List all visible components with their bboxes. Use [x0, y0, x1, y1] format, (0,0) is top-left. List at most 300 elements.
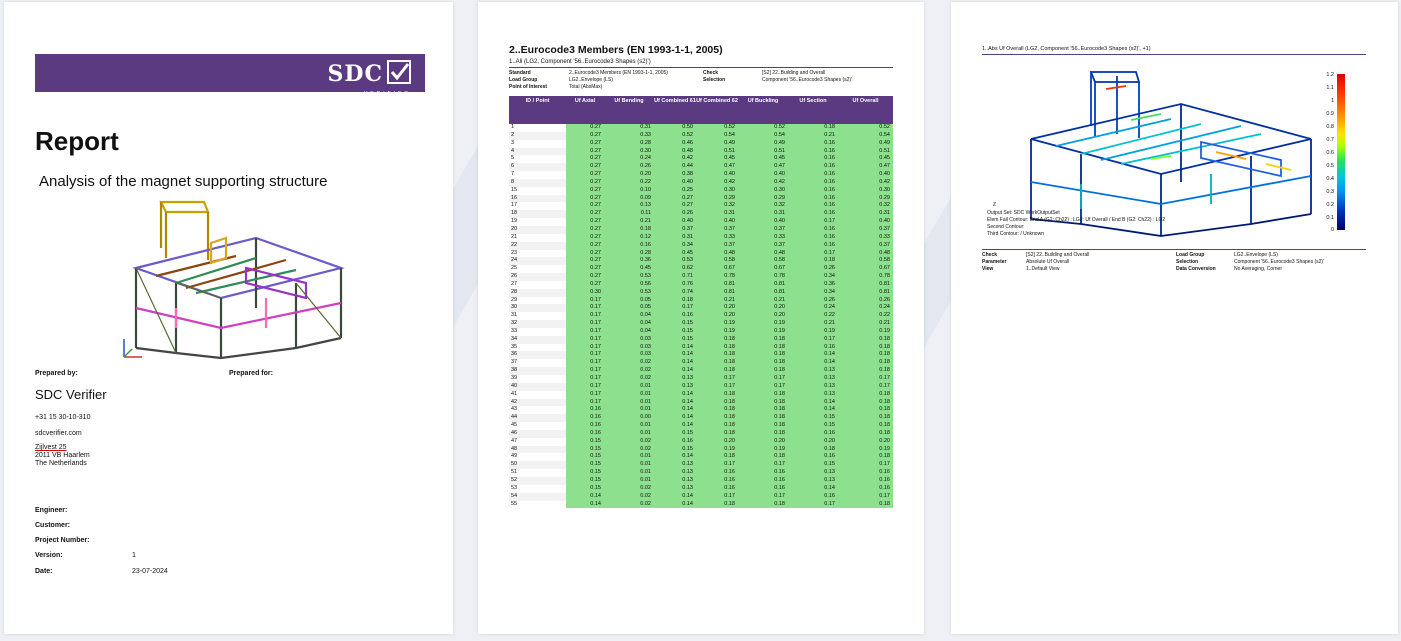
- table-cell: 0.17: [566, 367, 604, 375]
- table-row: [509, 501, 893, 509]
- table-row: [509, 383, 893, 391]
- row-id: 8: [509, 179, 566, 187]
- table-cell: 0.81: [696, 281, 738, 289]
- table-cell: 0.13: [788, 477, 838, 485]
- contour-plot-page: [951, 2, 1398, 634]
- table-cell: 0.58: [838, 257, 893, 265]
- table-cell: 0.18: [696, 430, 738, 438]
- table-row: [509, 187, 893, 195]
- table-cell: 0.18: [738, 367, 788, 375]
- table-row: [509, 367, 893, 375]
- table-cell: 0.17: [838, 493, 893, 501]
- selection-value: Component '56..Eurocode3 Shapes (s2)': [762, 77, 853, 83]
- results-table-body: [509, 124, 893, 508]
- col-id: ID / Point: [525, 98, 550, 104]
- table-cell: 0.34: [788, 289, 838, 297]
- table-cell: 0.18: [654, 297, 696, 305]
- table-cell: 0.15: [566, 477, 604, 485]
- table-cell: 0.13: [654, 469, 696, 477]
- table-cell: 0.27: [566, 187, 604, 195]
- table-cell: 0.51: [838, 148, 893, 156]
- table-cell: 0.27: [566, 218, 604, 226]
- table-cell: 0.20: [838, 438, 893, 446]
- table-cell: 0.15: [654, 328, 696, 336]
- table-cell: 0.13: [788, 367, 838, 375]
- row-id: 35: [511, 343, 518, 350]
- table-cell: 0.54: [738, 132, 788, 140]
- table-cell: 0.09: [604, 195, 654, 203]
- table-cell: 0.29: [738, 195, 788, 203]
- table-cell: 0.37: [738, 242, 788, 250]
- table-cell: 0.53: [654, 257, 696, 265]
- row-id: 24: [509, 257, 566, 265]
- table-cell: 0.76: [654, 281, 696, 289]
- table-cell: 0.19: [696, 446, 738, 454]
- table-cell: 0.27: [566, 265, 604, 273]
- scale-label: 1: [1330, 98, 1334, 104]
- table-cell: 0.42: [696, 179, 738, 187]
- table-cell: 0.30: [738, 187, 788, 195]
- table-cell: 0.01: [604, 399, 654, 407]
- row-id: 26: [509, 273, 566, 281]
- table-cell: 0.40: [654, 218, 696, 226]
- table-cell: 0.02: [604, 446, 654, 454]
- table-cell: 0.78: [696, 273, 738, 281]
- table-cell: 0.10: [604, 187, 654, 195]
- table-cell: 0.16: [788, 140, 838, 148]
- table-cell: 0.18: [838, 351, 893, 359]
- table-cell: 0.16: [838, 477, 893, 485]
- table-cell: 0.53: [604, 289, 654, 297]
- poi-label: Point of Interest: [509, 84, 548, 90]
- table-cell: 0.01: [604, 477, 654, 485]
- table-cell: 0.16: [788, 179, 838, 187]
- table-cell: 0.36: [604, 257, 654, 265]
- table-cell: 0.16: [788, 148, 838, 156]
- table-cell: 0.15: [566, 485, 604, 493]
- table-cell: 0.04: [604, 328, 654, 336]
- table-cell: 0.14: [654, 422, 696, 430]
- table-cell: 0.14: [654, 501, 696, 509]
- table-cell: 0.37: [696, 242, 738, 250]
- table-cell: 0.44: [654, 163, 696, 171]
- table-cell: 0.40: [838, 171, 893, 179]
- table-cell: 0.15: [654, 430, 696, 438]
- table-cell: 0.18: [738, 351, 788, 359]
- check-label: Check: [982, 252, 998, 258]
- table-cell: 0.47: [838, 163, 893, 171]
- table-cell: 0.20: [738, 312, 788, 320]
- table-cell: 0.04: [604, 320, 654, 328]
- table-cell: 0.16: [788, 430, 838, 438]
- table-cell: 0.16: [654, 438, 696, 446]
- table-cell: 0.04: [604, 312, 654, 320]
- table-cell: 0.27: [566, 179, 604, 187]
- table-row: [509, 250, 893, 258]
- table-cell: 0.17: [566, 375, 604, 383]
- table-cell: 0.18: [696, 391, 738, 399]
- report-title: Report: [35, 126, 119, 156]
- table-cell: 0.19: [788, 328, 838, 336]
- project-number-label: Project Number:: [35, 537, 90, 544]
- table-cell: 0.18: [604, 226, 654, 234]
- table-cell: 0.18: [738, 414, 788, 422]
- row-id: 52: [509, 477, 566, 485]
- table-cell: 0.20: [738, 304, 788, 312]
- address-line-1: Zijlvest 25: [35, 444, 67, 451]
- table-cell: 0.02: [604, 438, 654, 446]
- table-cell: 0.30: [838, 187, 893, 195]
- table-cell: 0.32: [696, 202, 738, 210]
- scale-label: 0.8: [1326, 124, 1334, 130]
- table-row: [509, 242, 893, 250]
- table-cell: 0.19: [738, 328, 788, 336]
- table-cell: 0.22: [604, 179, 654, 187]
- table-cell: 0.19: [838, 446, 893, 454]
- table-cell: 0.16: [788, 187, 838, 195]
- table-cell: 0.17: [566, 304, 604, 312]
- date-label: Date:: [35, 568, 53, 575]
- table-cell: 0.14: [654, 493, 696, 501]
- table-cell: 0.17: [696, 375, 738, 383]
- third-contour-text: Third Contour: / Unknown: [987, 231, 1044, 237]
- table-cell: 0.81: [738, 289, 788, 297]
- table-cell: 0.27: [566, 132, 604, 140]
- table-cell: 0.48: [838, 250, 893, 258]
- table-cell: 0.34: [788, 273, 838, 281]
- row-id: 31: [511, 312, 518, 319]
- table-cell: 0.37: [654, 226, 696, 234]
- table-cell: 0.33: [604, 132, 654, 140]
- table-cell: 0.18: [696, 344, 738, 352]
- table-cell: 0.14: [788, 485, 838, 493]
- table-cell: 0.45: [838, 155, 893, 163]
- table-cell: 0.16: [566, 406, 604, 414]
- col-uf-axial: Uf Axial: [574, 98, 596, 104]
- row-id: 44: [509, 414, 566, 422]
- table-cell: 0.14: [654, 344, 696, 352]
- table-row: [509, 265, 893, 273]
- table-cell: 0.24: [604, 155, 654, 163]
- row-id: 48: [509, 446, 566, 454]
- table-cell: 0.17: [566, 297, 604, 305]
- table-cell: 0.18: [696, 336, 738, 344]
- table-cell: 0.17: [738, 493, 788, 501]
- table-cell: 0.27: [566, 242, 604, 250]
- table-cell: 0.15: [654, 446, 696, 454]
- customer-label: Customer:: [35, 522, 71, 529]
- table-row: [509, 202, 893, 210]
- table-row: [509, 344, 893, 352]
- table-row: [509, 461, 893, 469]
- table-cell: 0.71: [654, 273, 696, 281]
- table-cell: 0.18: [696, 414, 738, 422]
- table-cell: 0.27: [566, 124, 604, 132]
- table-cell: 0.18: [738, 501, 788, 509]
- row-id: 29: [511, 296, 518, 303]
- table-cell: 0.81: [696, 289, 738, 297]
- scale-label: 0.5: [1326, 163, 1334, 169]
- table-header: [509, 96, 893, 124]
- table-cell: 0.52: [696, 124, 738, 132]
- table-cell: 0.26: [788, 265, 838, 273]
- table-cell: 0.33: [738, 234, 788, 242]
- table-cell: 0.52: [654, 132, 696, 140]
- row-id: 21: [511, 233, 518, 240]
- table-cell: 0.15: [788, 461, 838, 469]
- table-cell: 0.02: [604, 359, 654, 367]
- table-cell: 0.02: [604, 367, 654, 375]
- table-cell: 0.01: [604, 469, 654, 477]
- table-cell: 0.17: [566, 391, 604, 399]
- table-row: [509, 148, 893, 156]
- report-subtitle: Analysis of the magnet supporting structure: [39, 173, 328, 190]
- header-banner: [35, 54, 425, 97]
- table-cell: 0.20: [738, 438, 788, 446]
- table-cell: 0.45: [738, 155, 788, 163]
- table-cell: 0.45: [696, 155, 738, 163]
- table-cell: 0.14: [654, 367, 696, 375]
- table-cell: 0.18: [838, 414, 893, 422]
- table-row: [509, 289, 893, 297]
- table-cell: 0.53: [604, 273, 654, 281]
- table-cell: 0.21: [738, 297, 788, 305]
- version-value: 1: [132, 552, 136, 559]
- table-cell: 0.19: [738, 320, 788, 328]
- table-cell: 0.14: [788, 359, 838, 367]
- selection-value: Component '56..Eurocode3 Shapes (s2)': [1234, 259, 1325, 265]
- table-cell: 0.17: [566, 351, 604, 359]
- table-cell: 0.01: [604, 422, 654, 430]
- row-id: 49: [511, 453, 518, 460]
- selection-label: Selection: [703, 77, 726, 83]
- table-cell: 0.01: [604, 391, 654, 399]
- table-cell: 0.18: [738, 336, 788, 344]
- table-cell: 0.03: [604, 344, 654, 352]
- table-cell: 0.14: [788, 399, 838, 407]
- row-id: 33: [511, 327, 518, 334]
- table-cell: 0.31: [604, 124, 654, 132]
- table-cell: 0.27: [566, 210, 604, 218]
- table-row: [509, 132, 893, 140]
- table-cell: 0.17: [696, 461, 738, 469]
- table-cell: 0.21: [696, 297, 738, 305]
- table-cell: 0.33: [838, 234, 893, 242]
- data-conversion-value: No Averaging, Corner: [1234, 266, 1282, 272]
- table-row: [509, 195, 893, 203]
- table-cell: 0.19: [696, 320, 738, 328]
- table-cell: 0.30: [696, 187, 738, 195]
- table-cell: 0.17: [738, 375, 788, 383]
- table-cell: 0.18: [738, 406, 788, 414]
- table-cell: 0.22: [788, 312, 838, 320]
- row-id: 16: [509, 195, 566, 203]
- second-contour-text: Second Contour:: [987, 224, 1025, 230]
- table-cell: 0.11: [604, 210, 654, 218]
- table-row: [509, 430, 893, 438]
- row-id: 15: [511, 186, 518, 193]
- table-cell: 0.14: [788, 406, 838, 414]
- table-row: [509, 163, 893, 171]
- col-uf-bending: Uf Bending: [614, 98, 644, 104]
- table-cell: 0.15: [566, 446, 604, 454]
- table-row: [509, 218, 893, 226]
- table-cell: 0.17: [788, 250, 838, 258]
- table-cell: 0.01: [604, 453, 654, 461]
- table-cell: 0.37: [738, 226, 788, 234]
- table-cell: 0.02: [604, 501, 654, 509]
- table-cell: 0.18: [838, 367, 893, 375]
- address-line-2: 2011 VB Haarlem: [35, 452, 90, 459]
- table-cell: 0.17: [838, 383, 893, 391]
- table-cell: 0.16: [788, 202, 838, 210]
- table-cell: 0.17: [738, 461, 788, 469]
- table-cell: 0.18: [788, 446, 838, 454]
- table-row: [509, 226, 893, 234]
- row-id: 3: [511, 139, 515, 146]
- table-cell: 0.18: [738, 453, 788, 461]
- row-id: 7: [511, 171, 515, 178]
- table-cell: 0.16: [654, 312, 696, 320]
- table-cell: 0.17: [566, 336, 604, 344]
- table-cell: 0.18: [696, 422, 738, 430]
- axis-triad-icon: [118, 335, 148, 361]
- table-row: [509, 171, 893, 179]
- table-cell: 0.21: [788, 132, 838, 140]
- divider: [509, 67, 893, 68]
- parameter-label: Parameter: [982, 259, 1007, 265]
- selection-label: Selection: [1176, 259, 1199, 265]
- table-cell: 0.18: [738, 430, 788, 438]
- table-cell: 0.16: [566, 422, 604, 430]
- table-cell: 0.15: [788, 422, 838, 430]
- table-cell: 0.27: [654, 195, 696, 203]
- table-cell: 0.05: [604, 297, 654, 305]
- table-cell: 0.31: [838, 210, 893, 218]
- table-cell: 0.67: [738, 265, 788, 273]
- table-cell: 0.15: [566, 438, 604, 446]
- table-cell: 0.14: [654, 391, 696, 399]
- table-cell: 0.74: [654, 289, 696, 297]
- table-cell: 0.27: [566, 234, 604, 242]
- table-cell: 0.18: [838, 359, 893, 367]
- table-cell: 0.18: [696, 367, 738, 375]
- table-row: [509, 351, 893, 359]
- table-cell: 0.15: [654, 320, 696, 328]
- table-row: [509, 438, 893, 446]
- axis-label: Z: [993, 202, 997, 208]
- table-cell: 0.15: [788, 414, 838, 422]
- table-cell: 0.13: [654, 477, 696, 485]
- table-cell: 0.27: [566, 202, 604, 210]
- table-row: [509, 210, 893, 218]
- table-cell: 0.21: [604, 218, 654, 226]
- table-cell: 0.18: [838, 399, 893, 407]
- output-set-text: Output Set: SDC WorkOutputSet: [987, 210, 1060, 216]
- table-cell: 0.02: [604, 485, 654, 493]
- table-cell: 0.18: [696, 501, 738, 509]
- table-cell: 0.27: [566, 163, 604, 171]
- table-cell: 0.13: [654, 383, 696, 391]
- table-cell: 0.16: [788, 171, 838, 179]
- table-row: [509, 281, 893, 289]
- table-cell: 0.58: [738, 257, 788, 265]
- table-cell: 0.13: [604, 202, 654, 210]
- table-cell: 0.17: [654, 304, 696, 312]
- scale-label: 0.1: [1326, 215, 1334, 221]
- table-cell: 0.16: [788, 242, 838, 250]
- row-id: 28: [509, 289, 566, 297]
- table-cell: 0.00: [604, 414, 654, 422]
- table-cell: 0.42: [738, 179, 788, 187]
- table-cell: 0.32: [738, 202, 788, 210]
- table-cell: 0.47: [696, 163, 738, 171]
- row-id: 51: [511, 469, 518, 476]
- sdc-logo: SDC VERIFIER: [328, 60, 411, 85]
- table-cell: 0.26: [604, 163, 654, 171]
- table-cell: 0.40: [738, 218, 788, 226]
- check-value: [S2] 22..Building and Overall: [762, 70, 826, 76]
- report-cover-page: [4, 2, 453, 634]
- table-cell: 0.19: [838, 328, 893, 336]
- table-cell: 0.49: [738, 140, 788, 148]
- poi-value: Total (AbsMax): [569, 84, 603, 90]
- table-cell: 0.27: [654, 202, 696, 210]
- table-cell: 0.14: [566, 501, 604, 509]
- table-cell: 0.46: [654, 140, 696, 148]
- table-row: [509, 477, 893, 485]
- table-cell: 0.27: [566, 273, 604, 281]
- table-cell: 0.17: [566, 320, 604, 328]
- row-id: 19: [511, 218, 518, 225]
- table-cell: 0.17: [696, 383, 738, 391]
- table-row: [509, 375, 893, 383]
- table-cell: 0.13: [654, 461, 696, 469]
- table-row: [509, 155, 893, 163]
- table-cell: 0.40: [738, 171, 788, 179]
- table-cell: 0.30: [566, 289, 604, 297]
- phone-number: +31 15 30-10-310: [35, 414, 91, 421]
- table-cell: 0.12: [604, 234, 654, 242]
- table-row: [509, 304, 893, 312]
- table-cell: 0.17: [566, 359, 604, 367]
- table-row: [509, 469, 893, 477]
- table-cell: 0.52: [838, 124, 893, 132]
- table-cell: 0.18: [738, 391, 788, 399]
- scale-label: 1.1: [1326, 85, 1334, 91]
- col-uf-section: Uf Section: [799, 98, 827, 104]
- table-cell: 0.05: [604, 304, 654, 312]
- structure-model-image: [116, 198, 346, 363]
- table-row: [509, 297, 893, 305]
- table-cell: 0.16: [838, 469, 893, 477]
- company-name: SDC Verifier: [35, 387, 107, 402]
- table-cell: 0.29: [838, 195, 893, 203]
- table-cell: 0.37: [696, 226, 738, 234]
- table-cell: 0.16: [566, 430, 604, 438]
- table-row: [509, 312, 893, 320]
- table-cell: 0.18: [696, 406, 738, 414]
- website-link[interactable]: sdcverifier.com: [35, 430, 82, 437]
- table-cell: 0.17: [788, 218, 838, 226]
- table-cell: 0.17: [788, 501, 838, 509]
- table-cell: 0.31: [696, 210, 738, 218]
- row-id: 17: [511, 202, 518, 209]
- row-id: 20: [509, 226, 566, 234]
- table-cell: 0.14: [566, 493, 604, 501]
- table-cell: 0.18: [738, 359, 788, 367]
- table-row: [509, 446, 893, 454]
